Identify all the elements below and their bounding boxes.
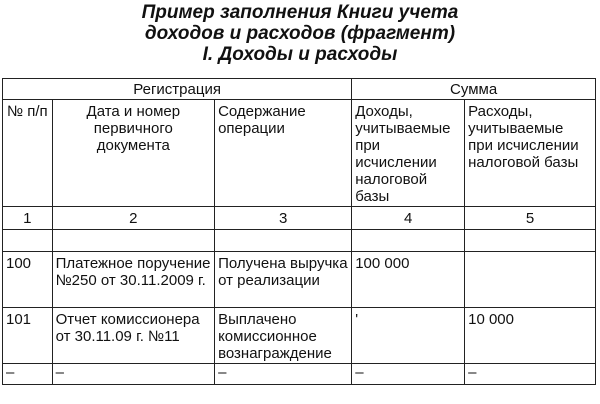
column-header-number: № п/п	[3, 100, 53, 207]
cell-document: Отчет комиссионера от 30.11.09 г. №11	[52, 308, 214, 364]
group-header-row	[3, 79, 596, 100]
title-line-3: I. Доходы и расходы	[202, 44, 398, 65]
blank-row	[3, 230, 596, 252]
blank-cell	[52, 230, 214, 252]
column-number: 3	[215, 207, 352, 230]
blank-cell	[465, 230, 596, 252]
column-header-document: Дата и номер первичного документа	[52, 100, 214, 207]
cell-income: –	[352, 364, 465, 385]
cell-operation: –	[215, 364, 352, 385]
page-title	[0, 2, 600, 65]
group-header-registration: Регистрация	[3, 79, 352, 100]
group-header-sum: Сумма	[352, 79, 596, 100]
cell-number: 100	[3, 252, 53, 308]
blank-cell	[3, 230, 53, 252]
blank-cell	[215, 230, 352, 252]
cell-number: 101	[3, 308, 53, 364]
title-line-1: Пример заполнения Книги учета	[141, 2, 459, 23]
title-line-2: доходов и расходов (фрагмент)	[144, 23, 456, 44]
cell-expense	[465, 252, 596, 308]
column-header-operation: Содержание операции	[215, 100, 352, 207]
cell-expense: –	[465, 364, 596, 385]
cell-expense: 10 000	[465, 308, 596, 364]
blank-cell	[352, 230, 465, 252]
cell-income: '	[352, 308, 465, 364]
cell-operation: Выплачено комиссионное вознаграждение	[215, 308, 352, 364]
column-number: 1	[3, 207, 53, 230]
cell-document: Платежное поручение №250 от 30.11.2009 г.	[52, 252, 214, 308]
income-expense-table	[2, 78, 596, 385]
column-number: 2	[52, 207, 214, 230]
cell-operation: Получена выручка от реализации	[215, 252, 352, 308]
table-row	[3, 364, 596, 385]
cell-number: –	[3, 364, 53, 385]
column-number: 4	[352, 207, 465, 230]
column-number-row	[3, 207, 596, 230]
table-row	[3, 252, 596, 308]
column-number: 5	[465, 207, 596, 230]
column-header-expense: Расходы, учитываемые при исчислении налоговой базы	[465, 100, 596, 207]
column-header-income: Доходы, учитываемые при исчислении налоговой базы	[352, 100, 465, 207]
cell-document: –	[52, 364, 214, 385]
column-header-row	[3, 100, 596, 207]
cell-income: 100 000	[352, 252, 465, 308]
table-row	[3, 308, 596, 364]
